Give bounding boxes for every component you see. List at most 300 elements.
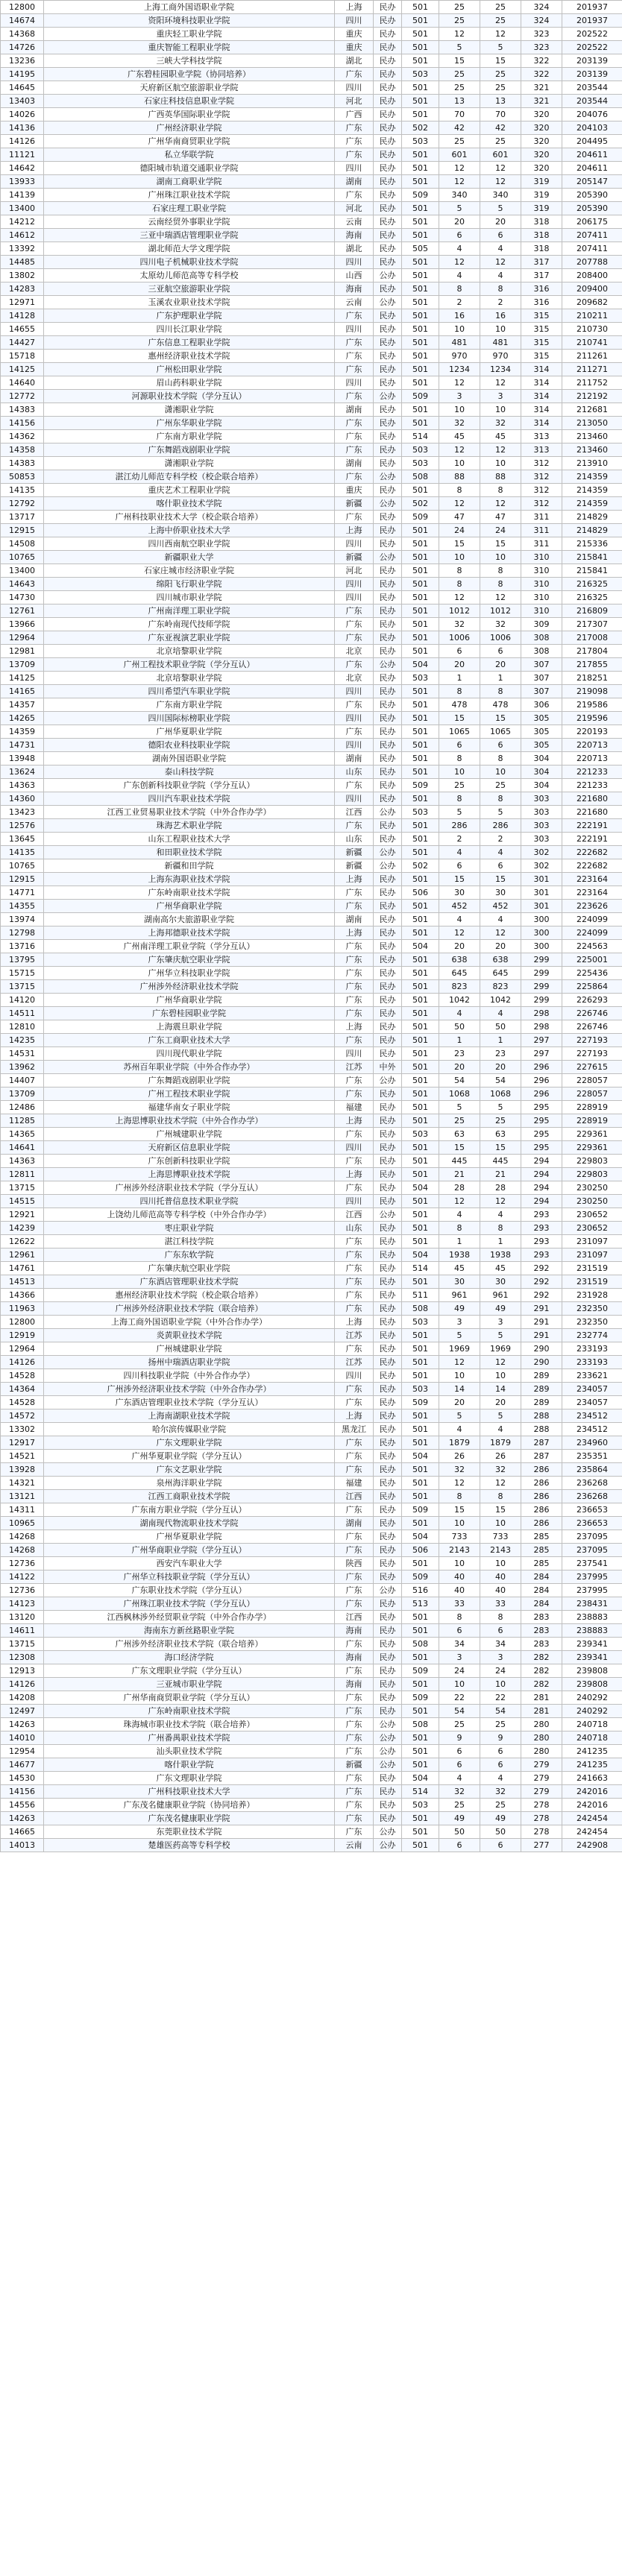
cell-ownership-type: 民办 bbox=[374, 323, 402, 336]
cell-province: 广东 bbox=[335, 631, 374, 645]
cell-school-code: 12981 bbox=[1, 645, 44, 658]
table-row bbox=[1, 833, 622, 846]
cell-school-name: 三峡大学科技学院 bbox=[44, 54, 335, 68]
cell-ownership-type: 民办 bbox=[374, 1275, 402, 1289]
cell-school-name: 四川现代职业学院 bbox=[44, 1047, 335, 1061]
table-row bbox=[1, 712, 622, 725]
cell-province: 湖南 bbox=[335, 752, 374, 765]
cell-province: 广东 bbox=[335, 1436, 374, 1450]
cell-min-score: 294 bbox=[521, 1181, 562, 1195]
cell-ownership-type: 民办 bbox=[374, 873, 402, 886]
cell-batch-code: 501 bbox=[402, 604, 439, 618]
cell-province: 广东 bbox=[335, 779, 374, 792]
table-row bbox=[1, 81, 622, 95]
cell-ownership-type: 民办 bbox=[374, 162, 402, 175]
cell-plan-count: 21 bbox=[439, 1168, 480, 1181]
cell-min-score: 284 bbox=[521, 1597, 562, 1611]
cell-min-score: 308 bbox=[521, 631, 562, 645]
cell-province: 四川 bbox=[335, 81, 374, 95]
cell-submitted-count: 25 bbox=[480, 135, 521, 148]
cell-ownership-type: 民办 bbox=[374, 1477, 402, 1490]
cell-province: 广东 bbox=[335, 725, 374, 739]
cell-min-score: 318 bbox=[521, 242, 562, 256]
cell-ownership-type: 民办 bbox=[374, 41, 402, 54]
cell-school-name: 四川托普信息技术职业学院 bbox=[44, 1195, 335, 1208]
cell-province: 广东 bbox=[335, 1570, 374, 1584]
cell-school-code: 12964 bbox=[1, 631, 44, 645]
cell-province: 新疆 bbox=[335, 1758, 374, 1772]
cell-ownership-type: 民办 bbox=[374, 309, 402, 323]
cell-min-score: 288 bbox=[521, 1409, 562, 1423]
cell-submitted-count: 6 bbox=[480, 739, 521, 752]
cell-submitted-count: 8 bbox=[480, 792, 521, 806]
cell-min-rank: 202522 bbox=[562, 28, 622, 41]
cell-submitted-count: 481 bbox=[480, 336, 521, 350]
cell-school-name: 广东信息工程职业学院 bbox=[44, 336, 335, 350]
cell-submitted-count: 445 bbox=[480, 1155, 521, 1168]
cell-province: 河北 bbox=[335, 202, 374, 215]
cell-province: 广东 bbox=[335, 1718, 374, 1731]
cell-ownership-type: 民办 bbox=[374, 564, 402, 578]
cell-min-score: 320 bbox=[521, 135, 562, 148]
cell-school-name: 上饶幼儿师范高等专科学校（中外合作办学） bbox=[44, 1208, 335, 1222]
cell-plan-count: 20 bbox=[439, 1061, 480, 1074]
cell-school-code: 12736 bbox=[1, 1584, 44, 1597]
cell-school-name: 山东工程职业技术大学 bbox=[44, 833, 335, 846]
cell-min-rank: 209682 bbox=[562, 296, 622, 309]
cell-min-score: 287 bbox=[521, 1436, 562, 1450]
cell-school-name: 广东职业技术学院（学分互认） bbox=[44, 1584, 335, 1597]
cell-plan-count: 24 bbox=[439, 524, 480, 537]
cell-ownership-type: 民办 bbox=[374, 417, 402, 430]
cell-plan-count: 25 bbox=[439, 81, 480, 95]
table-row bbox=[1, 672, 622, 685]
cell-plan-count: 8 bbox=[439, 1490, 480, 1503]
cell-plan-count: 8 bbox=[439, 752, 480, 765]
cell-min-rank: 210741 bbox=[562, 336, 622, 350]
cell-ownership-type: 民办 bbox=[374, 108, 402, 121]
cell-submitted-count: 10 bbox=[480, 551, 521, 564]
cell-ownership-type: 民办 bbox=[374, 1222, 402, 1235]
table-row bbox=[1, 1557, 622, 1570]
cell-plan-count: 15 bbox=[439, 1141, 480, 1155]
table-row bbox=[1, 443, 622, 457]
cell-province: 江西 bbox=[335, 1490, 374, 1503]
cell-ownership-type: 民办 bbox=[374, 578, 402, 591]
cell-province: 广东 bbox=[335, 336, 374, 350]
cell-min-rank: 237995 bbox=[562, 1570, 622, 1584]
cell-batch-code: 503 bbox=[402, 135, 439, 148]
cell-ownership-type: 民办 bbox=[374, 457, 402, 470]
cell-school-code: 14208 bbox=[1, 1691, 44, 1705]
cell-plan-count: 25 bbox=[439, 14, 480, 28]
cell-batch-code: 501 bbox=[402, 1, 439, 14]
cell-province: 广东 bbox=[335, 1584, 374, 1597]
table-row bbox=[1, 564, 622, 578]
cell-min-score: 283 bbox=[521, 1638, 562, 1651]
cell-min-rank: 203544 bbox=[562, 81, 622, 95]
cell-min-score: 307 bbox=[521, 672, 562, 685]
table-row bbox=[1, 1168, 622, 1181]
cell-submitted-count: 8 bbox=[480, 484, 521, 497]
cell-school-code: 14363 bbox=[1, 779, 44, 792]
cell-school-name: 广东舞蹈戏剧职业学院 bbox=[44, 443, 335, 457]
cell-min-score: 299 bbox=[521, 994, 562, 1007]
cell-school-code: 14128 bbox=[1, 309, 44, 323]
cell-school-name: 重庆智能工程职业学院 bbox=[44, 41, 335, 54]
cell-min-rank: 232350 bbox=[562, 1302, 622, 1316]
cell-province: 广东 bbox=[335, 189, 374, 202]
table-body bbox=[1, 1, 622, 1852]
cell-min-score: 280 bbox=[521, 1718, 562, 1731]
cell-school-name: 广东岭南现代技师学院 bbox=[44, 618, 335, 631]
cell-min-score: 277 bbox=[521, 1839, 562, 1852]
cell-province: 广东 bbox=[335, 1825, 374, 1839]
table-row bbox=[1, 350, 622, 363]
cell-school-name: 广西英华国际职业学院 bbox=[44, 108, 335, 121]
cell-school-code: 14156 bbox=[1, 417, 44, 430]
cell-batch-code: 504 bbox=[402, 1181, 439, 1195]
cell-batch-code: 501 bbox=[402, 1611, 439, 1624]
cell-batch-code: 501 bbox=[402, 994, 439, 1007]
cell-min-score: 319 bbox=[521, 202, 562, 215]
cell-submitted-count: 340 bbox=[480, 189, 521, 202]
cell-min-rank: 236268 bbox=[562, 1477, 622, 1490]
cell-min-rank: 231928 bbox=[562, 1289, 622, 1302]
cell-batch-code: 501 bbox=[402, 54, 439, 68]
table-row bbox=[1, 739, 622, 752]
cell-plan-count: 1234 bbox=[439, 363, 480, 376]
cell-min-score: 310 bbox=[521, 564, 562, 578]
cell-province: 上海 bbox=[335, 1114, 374, 1128]
cell-min-rank: 212681 bbox=[562, 403, 622, 417]
table-row bbox=[1, 940, 622, 953]
cell-school-name: 惠州经济职业技术学院（校企联合培养） bbox=[44, 1289, 335, 1302]
cell-plan-count: 970 bbox=[439, 350, 480, 363]
cell-min-rank: 203139 bbox=[562, 54, 622, 68]
cell-province: 江西 bbox=[335, 1611, 374, 1624]
cell-province: 江苏 bbox=[335, 1356, 374, 1369]
cell-ownership-type: 民办 bbox=[374, 363, 402, 376]
cell-plan-count: 478 bbox=[439, 698, 480, 712]
cell-school-code: 13624 bbox=[1, 765, 44, 779]
cell-batch-code: 501 bbox=[402, 578, 439, 591]
cell-batch-code: 501 bbox=[402, 1061, 439, 1074]
cell-batch-code: 511 bbox=[402, 1289, 439, 1302]
cell-batch-code: 501 bbox=[402, 631, 439, 645]
cell-min-score: 286 bbox=[521, 1463, 562, 1477]
cell-batch-code: 501 bbox=[402, 376, 439, 390]
cell-school-name: 太原幼儿师范高等专科学校 bbox=[44, 269, 335, 282]
table-row bbox=[1, 1262, 622, 1275]
cell-min-score: 294 bbox=[521, 1195, 562, 1208]
cell-min-score: 301 bbox=[521, 900, 562, 913]
cell-min-score: 312 bbox=[521, 484, 562, 497]
cell-batch-code: 501 bbox=[402, 967, 439, 980]
cell-school-name: 广州珠江职业技术学院 bbox=[44, 189, 335, 202]
cell-submitted-count: 88 bbox=[480, 470, 521, 484]
cell-province: 广东 bbox=[335, 618, 374, 631]
cell-province: 广东 bbox=[335, 967, 374, 980]
table-row bbox=[1, 135, 622, 148]
table-row bbox=[1, 1181, 622, 1195]
cell-plan-count: 1068 bbox=[439, 1087, 480, 1101]
cell-school-name: 广东南方职业学院 bbox=[44, 698, 335, 712]
cell-submitted-count: 8 bbox=[480, 564, 521, 578]
cell-ownership-type: 民办 bbox=[374, 1530, 402, 1544]
cell-min-rank: 236653 bbox=[562, 1517, 622, 1530]
cell-min-score: 317 bbox=[521, 269, 562, 282]
table-row bbox=[1, 282, 622, 296]
table-row bbox=[1, 497, 622, 511]
cell-ownership-type: 民办 bbox=[374, 148, 402, 162]
cell-submitted-count: 12 bbox=[480, 28, 521, 41]
table-row bbox=[1, 457, 622, 470]
cell-province: 海南 bbox=[335, 282, 374, 296]
cell-province: 广东 bbox=[335, 1262, 374, 1275]
cell-school-code: 13120 bbox=[1, 1611, 44, 1624]
cell-ownership-type: 民办 bbox=[374, 229, 402, 242]
table-row bbox=[1, 1799, 622, 1812]
cell-submitted-count: 1969 bbox=[480, 1342, 521, 1356]
cell-school-name: 上海东海职业技术学院 bbox=[44, 873, 335, 886]
cell-min-score: 315 bbox=[521, 336, 562, 350]
cell-submitted-count: 32 bbox=[480, 417, 521, 430]
cell-min-rank: 203139 bbox=[562, 68, 622, 81]
cell-batch-code: 501 bbox=[402, 846, 439, 859]
cell-province: 广东 bbox=[335, 604, 374, 618]
cell-min-rank: 229803 bbox=[562, 1168, 622, 1181]
cell-ownership-type: 民办 bbox=[374, 282, 402, 296]
cell-batch-code: 501 bbox=[402, 1745, 439, 1758]
table-row bbox=[1, 189, 622, 202]
cell-batch-code: 501 bbox=[402, 1490, 439, 1503]
table-row bbox=[1, 618, 622, 631]
cell-submitted-count: 1068 bbox=[480, 1087, 521, 1101]
cell-submitted-count: 24 bbox=[480, 524, 521, 537]
cell-min-rank: 210730 bbox=[562, 323, 622, 336]
cell-ownership-type: 公办 bbox=[374, 1731, 402, 1745]
cell-province: 广东 bbox=[335, 1181, 374, 1195]
cell-plan-count: 5 bbox=[439, 1329, 480, 1342]
table-row bbox=[1, 1342, 622, 1356]
cell-min-score: 298 bbox=[521, 1007, 562, 1020]
cell-min-rank: 225001 bbox=[562, 953, 622, 967]
cell-province: 广东 bbox=[335, 1007, 374, 1020]
cell-school-name: 广东茂名健康职业学院 bbox=[44, 1812, 335, 1825]
cell-school-code: 14572 bbox=[1, 1409, 44, 1423]
cell-ownership-type: 民办 bbox=[374, 14, 402, 28]
cell-submitted-count: 8 bbox=[480, 1490, 521, 1503]
cell-school-code: 14612 bbox=[1, 229, 44, 242]
cell-school-code: 12810 bbox=[1, 1020, 44, 1034]
cell-province: 广东 bbox=[335, 350, 374, 363]
cell-province: 广东 bbox=[335, 1074, 374, 1087]
cell-school-code: 14156 bbox=[1, 1785, 44, 1799]
cell-school-code: 13392 bbox=[1, 242, 44, 256]
cell-batch-code: 502 bbox=[402, 497, 439, 511]
cell-min-score: 295 bbox=[521, 1101, 562, 1114]
cell-min-score: 299 bbox=[521, 980, 562, 994]
cell-min-score: 292 bbox=[521, 1289, 562, 1302]
cell-submitted-count: 4 bbox=[480, 1772, 521, 1785]
table-row bbox=[1, 1705, 622, 1718]
cell-school-name: 广州城建职业学院 bbox=[44, 1342, 335, 1356]
cell-province: 广东 bbox=[335, 1705, 374, 1718]
cell-submitted-count: 9 bbox=[480, 1731, 521, 1745]
cell-ownership-type: 民办 bbox=[374, 1141, 402, 1155]
cell-school-code: 12917 bbox=[1, 1436, 44, 1450]
cell-school-code: 12486 bbox=[1, 1101, 44, 1114]
cell-min-score: 291 bbox=[521, 1302, 562, 1316]
cell-school-name: 东莞职业技术学院 bbox=[44, 1825, 335, 1839]
cell-ownership-type: 民办 bbox=[374, 28, 402, 41]
cell-ownership-type: 民办 bbox=[374, 1624, 402, 1638]
cell-school-code: 14515 bbox=[1, 1195, 44, 1208]
cell-ownership-type: 民办 bbox=[374, 135, 402, 148]
table-row bbox=[1, 926, 622, 940]
cell-submitted-count: 15 bbox=[480, 1503, 521, 1517]
cell-province: 海南 bbox=[335, 1624, 374, 1638]
cell-min-rank: 215841 bbox=[562, 551, 622, 564]
cell-province: 广东 bbox=[335, 1503, 374, 1517]
cell-ownership-type: 民办 bbox=[374, 1678, 402, 1691]
cell-school-code: 14362 bbox=[1, 430, 44, 443]
cell-plan-count: 20 bbox=[439, 1396, 480, 1409]
table-row bbox=[1, 1141, 622, 1155]
cell-school-code: 14655 bbox=[1, 323, 44, 336]
cell-submitted-count: 40 bbox=[480, 1584, 521, 1597]
cell-submitted-count: 25 bbox=[480, 1, 521, 14]
cell-ownership-type: 民办 bbox=[374, 1611, 402, 1624]
cell-batch-code: 501 bbox=[402, 1168, 439, 1181]
cell-submitted-count: 5 bbox=[480, 1329, 521, 1342]
cell-school-code: 12497 bbox=[1, 1705, 44, 1718]
cell-plan-count: 13 bbox=[439, 95, 480, 108]
cell-batch-code: 504 bbox=[402, 658, 439, 672]
cell-min-rank: 238883 bbox=[562, 1611, 622, 1624]
cell-ownership-type: 公办 bbox=[374, 1745, 402, 1758]
cell-province: 广东 bbox=[335, 1235, 374, 1248]
cell-school-name: 广东舞蹈戏剧职业学院 bbox=[44, 1074, 335, 1087]
cell-min-score: 304 bbox=[521, 765, 562, 779]
cell-province: 重庆 bbox=[335, 484, 374, 497]
cell-school-name: 广州华夏职业学院 bbox=[44, 1530, 335, 1544]
cell-batch-code: 501 bbox=[402, 1114, 439, 1128]
cell-plan-count: 8 bbox=[439, 564, 480, 578]
cell-school-name: 泉州海洋职业学院 bbox=[44, 1477, 335, 1490]
cell-ownership-type: 民办 bbox=[374, 1356, 402, 1369]
cell-province: 广东 bbox=[335, 1731, 374, 1745]
cell-plan-count: 1879 bbox=[439, 1436, 480, 1450]
cell-min-score: 300 bbox=[521, 940, 562, 953]
cell-batch-code: 501 bbox=[402, 1141, 439, 1155]
cell-province: 广东 bbox=[335, 135, 374, 148]
cell-plan-count: 1012 bbox=[439, 604, 480, 618]
cell-province: 四川 bbox=[335, 591, 374, 604]
table-row bbox=[1, 658, 622, 672]
cell-ownership-type: 民办 bbox=[374, 175, 402, 189]
cell-min-score: 295 bbox=[521, 1141, 562, 1155]
cell-submitted-count: 13 bbox=[480, 95, 521, 108]
cell-min-rank: 239808 bbox=[562, 1664, 622, 1678]
cell-plan-count: 26 bbox=[439, 1450, 480, 1463]
table-row bbox=[1, 752, 622, 765]
table-row bbox=[1, 1087, 622, 1101]
cell-min-rank: 238431 bbox=[562, 1597, 622, 1611]
table-row bbox=[1, 994, 622, 1007]
cell-plan-count: 4 bbox=[439, 1423, 480, 1436]
cell-province: 广东 bbox=[335, 1034, 374, 1047]
table-row bbox=[1, 1436, 622, 1450]
cell-ownership-type: 民办 bbox=[374, 1342, 402, 1356]
cell-submitted-count: 33 bbox=[480, 1597, 521, 1611]
table-row bbox=[1, 1047, 622, 1061]
cell-plan-count: 6 bbox=[439, 859, 480, 873]
cell-school-code: 14521 bbox=[1, 1450, 44, 1463]
cell-school-code: 14530 bbox=[1, 1772, 44, 1785]
cell-school-name: 炎黄职业技术学院 bbox=[44, 1329, 335, 1342]
cell-ownership-type: 民办 bbox=[374, 1101, 402, 1114]
cell-submitted-count: 2143 bbox=[480, 1544, 521, 1557]
cell-batch-code: 501 bbox=[402, 524, 439, 537]
cell-min-rank: 237095 bbox=[562, 1544, 622, 1557]
cell-province: 广东 bbox=[335, 68, 374, 81]
cell-batch-code: 509 bbox=[402, 390, 439, 403]
cell-submitted-count: 286 bbox=[480, 819, 521, 833]
cell-batch-code: 501 bbox=[402, 725, 439, 739]
cell-submitted-count: 20 bbox=[480, 940, 521, 953]
cell-submitted-count: 8 bbox=[480, 685, 521, 698]
cell-submitted-count: 1065 bbox=[480, 725, 521, 739]
cell-min-score: 302 bbox=[521, 859, 562, 873]
cell-province: 广东 bbox=[335, 1772, 374, 1785]
table-row bbox=[1, 1356, 622, 1369]
cell-ownership-type: 民办 bbox=[374, 1463, 402, 1477]
cell-min-rank: 211261 bbox=[562, 350, 622, 363]
cell-min-rank: 241235 bbox=[562, 1745, 622, 1758]
cell-min-rank: 231519 bbox=[562, 1262, 622, 1275]
cell-ownership-type: 民办 bbox=[374, 1664, 402, 1678]
cell-school-name: 广东文理职业学院（学分互认） bbox=[44, 1664, 335, 1678]
cell-ownership-type: 民办 bbox=[374, 1799, 402, 1812]
cell-school-name: 上海思博职业技术学院（中外合作办学） bbox=[44, 1114, 335, 1128]
table-row bbox=[1, 1503, 622, 1517]
table-row bbox=[1, 765, 622, 779]
cell-ownership-type: 民办 bbox=[374, 1812, 402, 1825]
cell-submitted-count: 40 bbox=[480, 1570, 521, 1584]
cell-batch-code: 501 bbox=[402, 1409, 439, 1423]
cell-submitted-count: 23 bbox=[480, 1047, 521, 1061]
cell-province: 河北 bbox=[335, 95, 374, 108]
cell-ownership-type: 公办 bbox=[374, 658, 402, 672]
cell-school-code: 14358 bbox=[1, 443, 44, 457]
cell-batch-code: 501 bbox=[402, 1235, 439, 1248]
cell-batch-code: 501 bbox=[402, 833, 439, 846]
cell-ownership-type: 民办 bbox=[374, 1409, 402, 1423]
cell-min-score: 285 bbox=[521, 1544, 562, 1557]
cell-plan-count: 2143 bbox=[439, 1544, 480, 1557]
cell-batch-code: 516 bbox=[402, 1584, 439, 1597]
cell-school-code: 12919 bbox=[1, 1329, 44, 1342]
table-row bbox=[1, 470, 622, 484]
cell-school-code: 14235 bbox=[1, 1034, 44, 1047]
cell-school-code: 14010 bbox=[1, 1731, 44, 1745]
table-row bbox=[1, 1114, 622, 1128]
cell-submitted-count: 10 bbox=[480, 765, 521, 779]
cell-school-code: 14611 bbox=[1, 1624, 44, 1638]
cell-school-code: 13795 bbox=[1, 953, 44, 967]
